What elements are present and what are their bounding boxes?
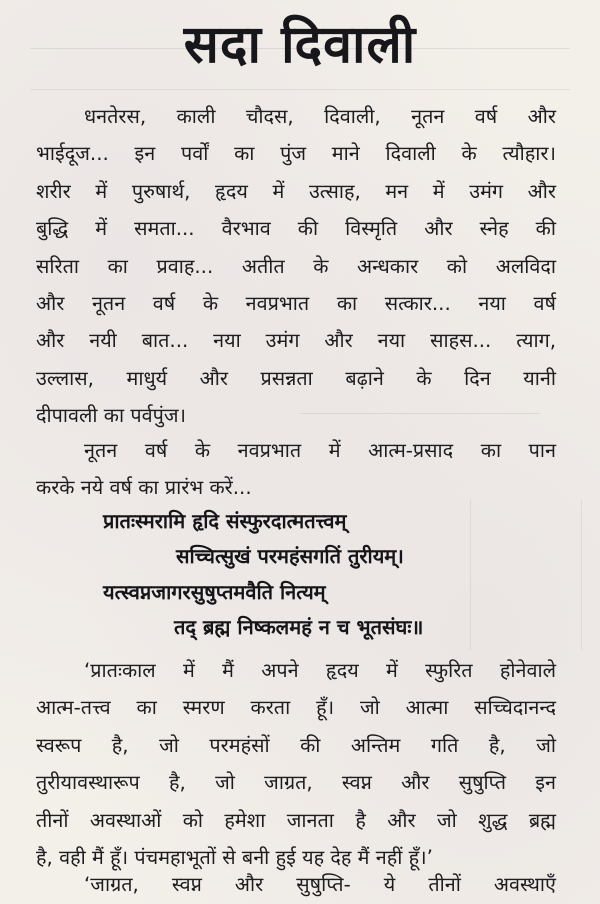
text-line: धनतेरस, काली चौदस, दिवाली, नूतन वर्ष और — [84, 105, 556, 128]
text-line: करके नये वर्ष का प्रारंभ करें... — [36, 476, 252, 500]
sanskrit-verse-line: यत्स्वप्नजागरसुषुप्तमवैति नित्यम् — [103, 580, 326, 604]
show-through-texture — [470, 500, 582, 650]
text-line: दीपावली का पर्वपुंज। — [36, 404, 187, 428]
paragraph-states — [36, 866, 556, 903]
text-line: नूतन वर्ष के नवप्रभात में आत्म-प्रसाद का पान — [84, 439, 556, 462]
paragraph-translation — [36, 652, 556, 876]
text-line: शरीर में पुरुषार्थ, हृदय में उत्साह, मन में उमंग और — [36, 179, 556, 203]
text-line: स्वरूप है, जो परमहंसों की अन्तिम गति है, जो — [36, 733, 556, 757]
paragraph-intro — [36, 98, 556, 435]
text-line: ‘प्रातःकाल में मैं अपने हृदय में स्फुरित होनेवाले — [84, 659, 556, 682]
text-line: तीनों अवस्थाओं को हमेशा जानता है और जो शुद्ध ब्रह्म — [36, 808, 556, 832]
text-line: और नयी बात... नया उमंग और नया साहस... त्याग, — [36, 329, 556, 353]
text-line: तुरीयावस्थारूप है, जो जाग्रत, स्वप्न और सुषुप्ति इन — [36, 771, 556, 795]
page-title: सदा दिवाली — [183, 15, 417, 75]
text-line: ‘जाग्रत, स्वप्न और सुषुप्ति- ये तीनों अवस्थाएँ — [84, 873, 556, 896]
text-line: भाईदूज... इन पर्वों का पुंज माने दिवाली के त्यौहार। — [36, 142, 556, 166]
text-line: आत्म-तत्त्व का स्मरण करता हूँ। जो आत्मा सच्चिदानन्द — [36, 696, 556, 720]
text-line: सरिता का प्रवाह... अतीत के अन्धकार को अलविदा — [36, 254, 556, 278]
text-line: है, वही मैं हूँ। पंचमहाभूतों से बनी हुई यह देह मैं नहीं हूँ।’ — [36, 846, 433, 870]
paragraph-new-year — [36, 432, 556, 507]
sanskrit-verse-line: सच्चित्सुखं परमहंसगतिं तुरीयम्। — [176, 544, 404, 568]
text-line: बुद्धि में समता... वैरभाव की विस्मृति और स्नेह की — [36, 217, 556, 241]
text-line: और नूतन वर्ष के नवप्रभात का सत्कार... नया वर्ष — [36, 292, 556, 316]
sanskrit-verse-line: प्रातःस्मरामि हृदि संस्फुरदात्मतत्त्वम् — [103, 509, 347, 533]
text-line: उल्लास, माधुर्य और प्रसन्नता बढ़ाने के दिन यानी — [36, 366, 556, 390]
sanskrit-verse-line: तद् ब्रह्म निष्कलमहं न च भूतसंघः॥ — [174, 615, 424, 639]
